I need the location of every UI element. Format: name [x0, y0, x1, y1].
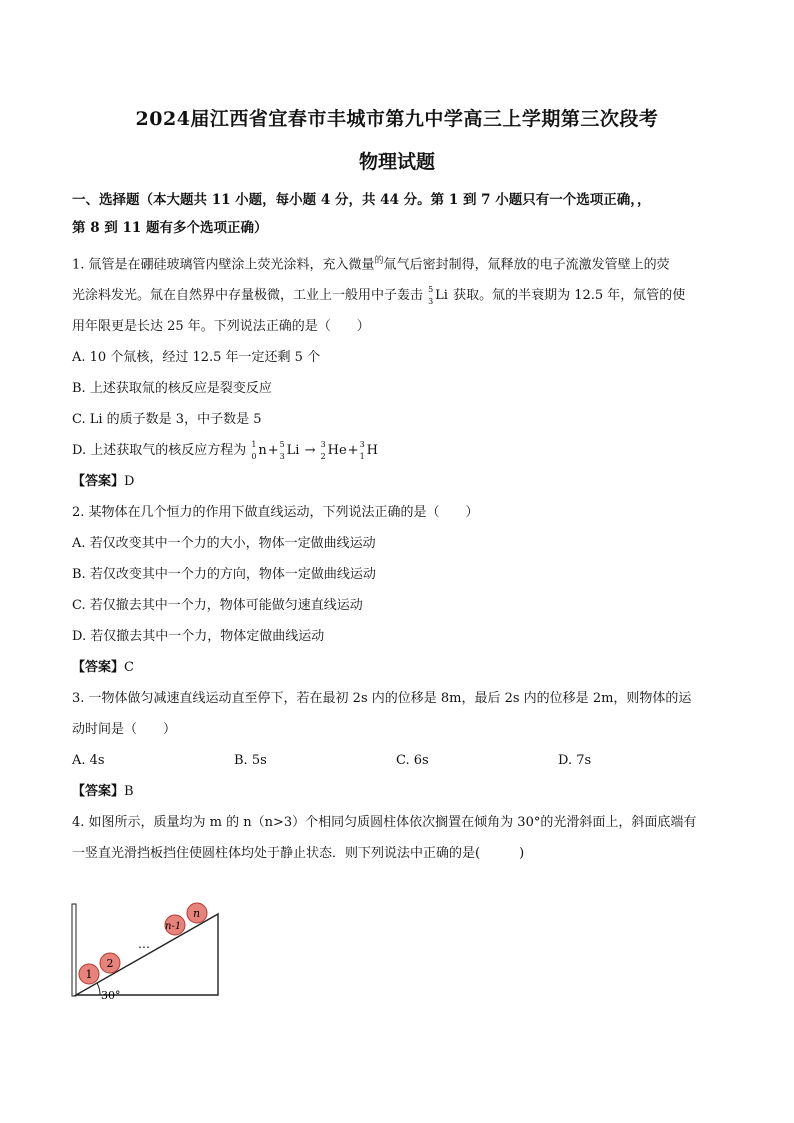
section-heading-line2: 第 8 到 11 题有多个选项正确）	[72, 220, 268, 236]
answer-value: C	[124, 660, 134, 676]
nuclide-symbol: Li	[435, 288, 448, 304]
q3-line2: 动时间是（ ）	[72, 722, 177, 738]
cylinder-2-label: 2	[106, 957, 114, 970]
section-heading-line1: 一、选择题（本大题共 11 小题，每小题 4 分，共 44 分。第 1 到 7 小题只有一个选项正确，，	[72, 192, 651, 208]
q1-option-d	[72, 435, 732, 466]
q3-option-c: C. 6s	[396, 753, 429, 769]
nuclide-mass: 3	[320, 440, 326, 450]
equation-arrow: →	[304, 443, 316, 459]
nuclide-charge: 3	[428, 297, 434, 307]
q1-line3: 用年限更是长达 25 年。下列说法正确的是（ ）	[72, 319, 370, 335]
q2-option-b: B. 若仅改变其中一个力的方向，物体一定做曲线运动	[72, 567, 376, 583]
q1-text: 1. 氚管是在硼硅玻璃管内壁涂上荧光涂料，充入微量	[72, 257, 375, 273]
page-title: 2024届江西省宜春市丰城市第九中学高三上学期第三次段考	[135, 108, 659, 130]
nuclide-symbol: He	[327, 443, 347, 459]
q3-options	[72, 745, 732, 776]
question-1	[72, 246, 732, 497]
q1-option-a: A. 10 个氚核，经过 12.5 年一定还剩 5 个	[72, 350, 321, 366]
q1-super-text: 的	[374, 256, 384, 266]
nuclide-charge: 2	[320, 452, 326, 462]
answer-label: 【答案】	[72, 474, 125, 490]
section-heading	[72, 186, 732, 242]
equation-plus: +	[347, 443, 359, 459]
q3-answer	[72, 776, 732, 807]
angle-arc	[97, 983, 100, 995]
q1-option-b: B. 上述获取氚的核反应是裂变反应	[72, 381, 272, 397]
incline-figure	[70, 898, 230, 1000]
q1-text: 获取。氚的半衰期为 12.5 年，氚管的使	[453, 288, 686, 304]
q3-option-a: A. 4s	[72, 753, 105, 769]
cylinder-n-minus-1-label: n-1	[165, 921, 182, 932]
q2-option-d: D. 若仅撤去其中一个力，物体定做曲线运动	[72, 629, 325, 645]
q1-option-d-text: D. 上述获取气的核反应方程为	[72, 443, 247, 459]
answer-label: 【答案】	[72, 784, 125, 800]
question-3	[72, 683, 732, 807]
q3-line1: 3. 一物体做匀减速直线运动直至停下，若在最初 2s 内的位移是 8m，最后 2s 内的位移是 2m，则物体的运	[72, 691, 692, 707]
nuclide-mass: 5	[279, 440, 285, 450]
q2-option-c: C. 若仅撤去其中一个力，物体可能做匀速直线运动	[72, 598, 363, 614]
nuclide-charge: 3	[279, 452, 285, 462]
q1-answer	[72, 466, 732, 497]
cylinder-1-label: 1	[85, 968, 93, 981]
q1-text: 光涂料发光。氚在自然界中存量极微，工业上一般用中子轰击	[72, 288, 424, 304]
q3-option-b: B. 5s	[234, 753, 267, 769]
nuclide-symbol: n	[258, 443, 267, 459]
angle-label: 30°	[101, 989, 121, 1000]
nuclide-charge: 1	[359, 452, 365, 462]
q1-option-c: C. Li 的质子数是 3，中子数是 5	[72, 412, 262, 428]
nuclide-mass: 3	[359, 440, 365, 450]
nuclide-li	[428, 280, 448, 311]
q1-line1	[72, 246, 732, 280]
baffle-plate	[72, 904, 76, 996]
nuclide-symbol: H	[366, 443, 378, 459]
answer-value: D	[124, 474, 135, 490]
q4-line2: 一竖直光滑挡板挡住使圆柱体均处于静止状态．则下列说法中正确的是( )	[72, 846, 525, 862]
q3-option-d: D. 7s	[558, 753, 592, 769]
question-2	[72, 497, 732, 683]
page-subtitle: 物理试题	[358, 151, 435, 173]
q2-stem: 2. 某物体在几个恒力的作用下做直线运动，下列说法正确的是（ ）	[72, 505, 479, 521]
nuclide-h	[360, 435, 378, 466]
answer-label: 【答案】	[72, 660, 125, 676]
equation-plus: +	[267, 443, 279, 459]
q1-text: 氚气后密封制得，氚释放的电子流激发管壁上的荧	[383, 257, 670, 273]
cylinder-n-label: n	[193, 907, 201, 920]
nuclide-mass: 5	[428, 285, 434, 295]
nuclide-li	[280, 435, 300, 466]
nuclide-he	[321, 435, 347, 466]
q4-line1: 4. 如图所示，质量均为 m 的 n（n>3）个相同匀质圆柱体依次搁置在倾角为 30°的光滑斜面上，斜面底端有	[72, 815, 697, 831]
nuclide-n	[251, 435, 266, 466]
q1-line2	[72, 280, 732, 311]
nuclide-charge: 0	[251, 452, 257, 462]
q2-answer	[72, 652, 732, 683]
ellipsis-marker: …	[138, 937, 150, 951]
exam-content	[72, 186, 732, 869]
nuclide-symbol: Li	[286, 443, 300, 459]
q2-option-a: A. 若仅改变其中一个力的大小，物体一定做曲线运动	[72, 536, 376, 552]
answer-value: B	[124, 784, 134, 800]
question-4	[72, 807, 732, 869]
nuclide-mass: 1	[251, 440, 257, 450]
